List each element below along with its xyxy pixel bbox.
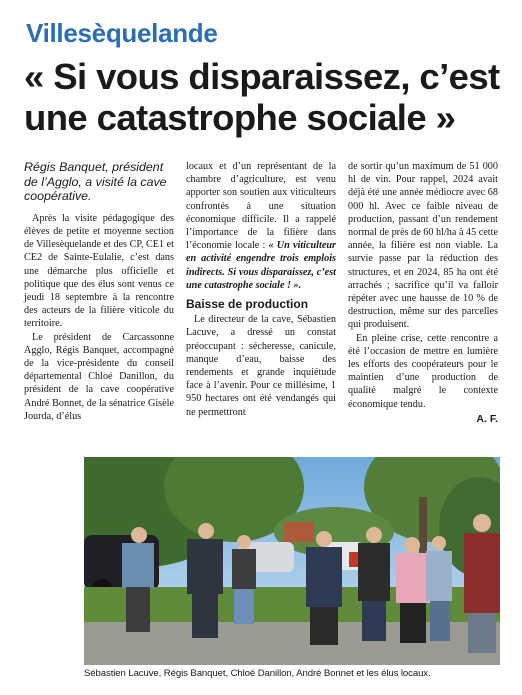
headline: « Si vous disparaissez, c’est une catastrophe sociale » <box>24 56 500 138</box>
article-column-1 <box>24 160 174 423</box>
paragraph: de sortir qu’un maximum de 51 000 hl de vin. Pour rappel, 2024 avait déjà été une année médiocre avec 68 000 hl. Avec ce faible niveau de production, passant d’un rendement normal de près de 60 hl/ha à 45 cette année, la filière est non viable. La survie passe par la réduction des structures, et en 2024, 85 ha ont été arrachés ; sacrifice qu’il va falloir répéter avec une hausse de 10 % de destruction, même sur des parcelles qui produisent. <box>348 161 498 331</box>
article-column-2 <box>186 160 336 419</box>
author-signature: A. F. <box>476 412 498 425</box>
lede: Régis Banquet, président de l’Agglo, a visité la cave coopérative. <box>24 160 167 204</box>
paragraph: Après la visite pédagogique des élèves de petite et moyenne section de Villesèquelande et des CP, CE1 et CE2 de Sainte-Eulalie, c’est dans une démarche plus officielle et politique que des élus sont venus ce jeudi 18 septembre à la rencontre des acteurs de la filière viticole du territoire. <box>24 212 174 330</box>
paragraph: En pleine crise, cette rencontre a été l’occasion de mettre en lumière les efforts des coopérateurs pour le maintien d’une production de qualité malgré le contexte économique tendu. <box>348 332 498 410</box>
paragraph <box>186 160 336 292</box>
photo-caption: Sébastien Lacuve, Régis Banquet, Chloé Danillon, André Bonnet et les élus locaux. <box>84 668 431 679</box>
photo-illustration <box>84 457 500 665</box>
group-photo <box>84 457 500 665</box>
pull-quote: « Un viticulteur en activité engendre trois emplois indirects. Si vous disparaissez, c’est une catastrophe sociale ! ». <box>186 240 336 291</box>
article-column-3 <box>348 160 498 426</box>
section-kicker: Villesèquelande <box>26 18 218 48</box>
paragraph-text: locaux et d’un représentant de la chambre d’agriculture, est venu apporter son soutien aux viticulteurs confrontés à une situation économique difficile. Il a rappelé l’importance de la filière dans l’économie locale : <box>186 161 336 252</box>
subheading: Baisse de production <box>186 297 309 312</box>
paragraph: Le président de Carcassonne Agglo, Régis Banquet, accompagné de la vice-présidente du conseil départemental Chloé Danillon, du président de la cave coopérative André Bonnet, de la sénatrice Gisèle Jourda, d’élus <box>24 331 174 422</box>
paragraph: Le directeur de la cave, Sébastien Lacuve, a dressé un constat préoccupant : sécheresse, canicule, manque d’eau, baisse des rendements et grande inquiétude face à l’avenir. Pour ce millésime, 1 950 hectares ont été vendangés qui ne permettront <box>186 314 336 418</box>
